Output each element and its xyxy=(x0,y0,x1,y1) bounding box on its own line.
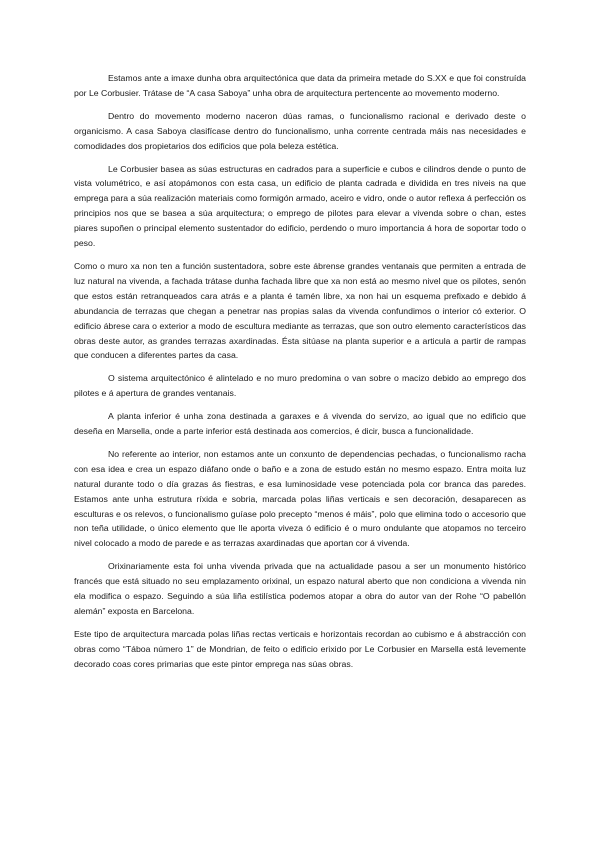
paragraph-2: Dentro do movemento moderno naceron dúas ramas, o funcionalismo racional e derivado deste o organicismo. A casa Saboya clasifícase dentro do funcionalismo, unha corrente centrada máis nas necesidades e comodidades dos propietarios dos edificios que pola beleza estética. xyxy=(74,110,526,151)
paragraph-1: Estamos ante a imaxe dunha obra arquitectónica que data da primeira metade do S.XX e que foi construída por Le Corbusier. Trátase de “A casa Saboya” unha obra de arquitectura pertencente ao movemento moderno. xyxy=(74,73,526,98)
paragraph-6: A planta inferior é unha zona destinada a garaxes e á vivenda do servizo, ao igual que no edificio que deseña en Marsella, onde a parte inferior está destinada aos comercios, é dicir, busca a funcionalidade. xyxy=(74,411,526,437)
paragraph-8: Orixinariamente esta foi unha vivenda privada que na actualidade pasou a ser un monumento histórico francés que está situado no seu emplazamento orixinal, un espazo natural aberto que non condiciona a vivenda nin ela modifica o espazo. Seguindo a súa liña estilística podemos atopar a obra do autor van der Rohe “O pabellón alemán” exposta en Barcelona. xyxy=(74,561,526,616)
paragraph-3: Le Corbusier basea as súas estructuras en cadrados para a superficie e cubos e cilindros dende o punto de vista volumétrico, e así atopámonos con esta casa, un edificio de planta cadrada e dividida en tres niveis na que emprega para a súa realización materiais como formigón armado, aceiro e vidro, onde o autor reflexa á perfección os principios nos que se basea a súa arquitectura; o emprego de pilotes para elevar a vivenda sobre o chan, estes piares supoñen o principal elemento sustentador do edificio, perdendo o muro importancia á hora de soportar todo o peso. xyxy=(74,163,526,249)
paragraph-9: Este tipo de arquitectura marcada polas liñas rectas verticais e horizontais recordan ao cubismo e á abstracción con obras como “Táboa número 1” de Mondrian, de feito o edificio erixido por Le Corbusier en Marsella está levemente decorado coas cores primarias que este pintor emprega nas súas obras. xyxy=(74,628,526,669)
paragraph-5: O sistema arquitectónico é alintelado e no muro predomina o van sobre o macizo debido ao emprego dos pilotes e á apertura de grandes ventanais. xyxy=(74,373,526,399)
document-body xyxy=(74,71,526,680)
paragraph-7: No referente ao interior, non estamos ante un conxunto de dependencias pechadas, o funcionalismo racha con esa idea e crea un espazo diáfano onde o baño e a zona de estudo están no mesmo espazo. Entra moita luz natural durante todo o día grazas ás fiestras, e esa luminosidade vese potenciada pola cor branca das paredes. Estamos ante unha estrutura ríxida e sobria, marcada polas liñas verticais e sen decoración, desaparecen as esculturas e os relevos, o funcionalismo guíase polo precepto “menos é máis”, polo que elimina todo o accesorio que non teña utilidade, o único elemento que lle aporta viveza ó edificio é o muro ondulante que atopamos no terceiro nivel colocado a modo de parede e as terrazas axardinadas que aportan cor á vivenda. xyxy=(74,448,526,549)
paragraph-4: Como o muro xa non ten a función sustentadora, sobre este ábrense grandes ventanais que permiten a entrada de luz natural na vivenda, a fachada trátase dunha fachada libre que xa non está ao mesmo nivel que os pilotes, senón que estos están retranqueados cara atrás e a planta é tamén libre, xa non hai un esquema prefixado e debido á abundancia de terrazas que chegan a penetrar nas propias salas da vivenda confundimos o interior có exterior. O edificio ábrese cara o exterior a modo de escultura mediante as terrazas, que son outro elemento característicos das obras deste autor, as grandes terrazas axardinadas. Ésta sitúase na planta superior e a articula a partir de rampas que conducen a diferentes partes da casa. xyxy=(74,260,526,361)
